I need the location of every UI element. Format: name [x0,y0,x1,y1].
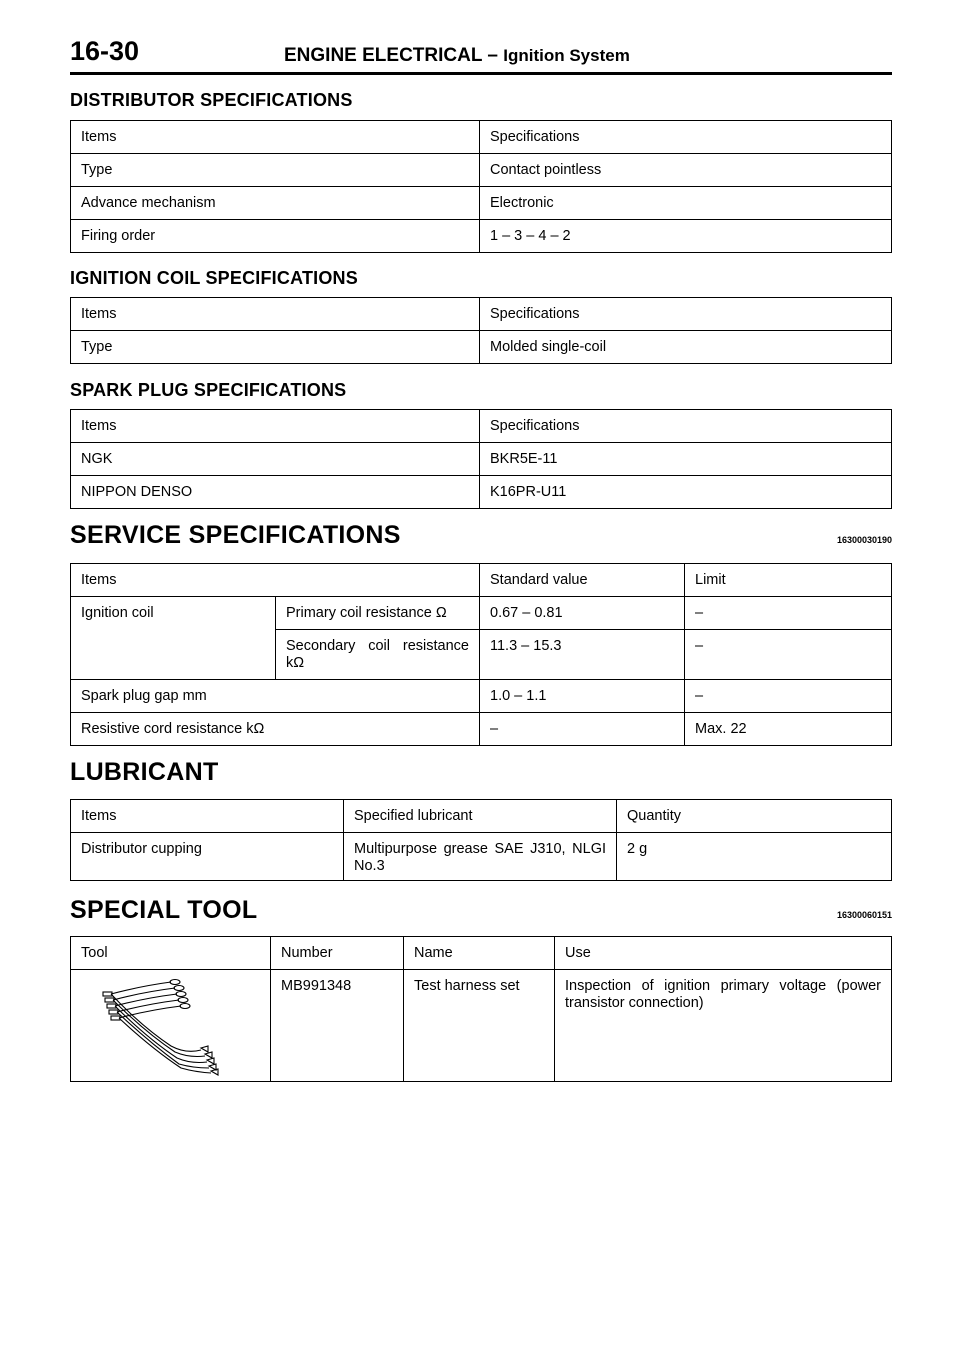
test-harness-illustration [101,976,221,1076]
table-row [71,331,892,364]
tool-use-cell: Inspection of ignition primary voltage (power transistor connection) [555,970,892,1082]
item-cell: Secondary coil resistance kΩ [276,630,480,680]
table-header-row [71,121,892,154]
table-header-row [71,937,892,970]
header-dash: – [487,45,498,66]
header-cell: Number [271,937,404,970]
item-cell: Advance mechanism [71,187,480,220]
limit-cell: – [685,630,892,680]
lubricant-cell: Multipurpose grease SAE J310, NLGI No.3 [344,833,617,881]
table-row [71,187,892,220]
spec-cell: BKR5E-11 [480,443,892,476]
limit-cell: Max. 22 [685,713,892,746]
table-row [71,154,892,187]
tool-number-cell: MB991348 [271,970,404,1082]
header-rule [70,72,892,75]
item-cell: Distributor cupping [71,833,344,881]
spec-cell: K16PR-U11 [480,476,892,509]
standard-cell: 11.3 – 15.3 [480,630,685,680]
table-row [71,713,892,746]
table-row [71,220,892,253]
spec-cell: Contact pointless [480,154,892,187]
header-cell: Standard value [480,564,685,597]
header-cell: Items [71,121,480,154]
header-cell: Specifications [480,121,892,154]
lubricant-heading: LUBRICANT [70,758,219,786]
special-tool-heading: SPECIAL TOOL [70,896,258,924]
standard-cell: 0.67 – 0.81 [480,597,685,630]
limit-cell: – [685,597,892,630]
spec-cell: Molded single-coil [480,331,892,364]
table-header-row [71,564,892,597]
item-cell: NGK [71,443,480,476]
tool-image-cell [71,970,271,1082]
lubricant-table [70,799,892,881]
item-cell: Spark plug gap mm [71,680,480,713]
page-header-title [284,45,630,67]
header-cell: Name [404,937,555,970]
service-spec-table [70,563,892,746]
table-header-row [71,800,892,833]
header-cell: Tool [71,937,271,970]
item-cell: Type [71,331,480,364]
header-cell: Specifications [480,298,892,331]
header-cell: Items [71,800,344,833]
limit-cell: – [685,680,892,713]
table-row [71,680,892,713]
header-cell: Specified lubricant [344,800,617,833]
page-number: 16-30 [70,36,140,66]
table-header-row [71,298,892,331]
header-cell: Items [71,564,480,597]
header-cell: Specifications [480,410,892,443]
spark-plug-spec-heading: SPARK PLUG SPECIFICATIONS [70,380,347,400]
item-cell: Type [71,154,480,187]
section-title: ENGINE ELECTRICAL [284,45,483,66]
header-cell: Items [71,298,480,331]
header-cell: Use [555,937,892,970]
table-row [71,970,892,1082]
ignition-coil-spec-table [70,297,892,364]
distributor-spec-table [70,120,892,253]
item-cell: Firing order [71,220,480,253]
distributor-spec-heading: DISTRIBUTOR SPECIFICATIONS [70,90,353,110]
spec-cell: Electronic [480,187,892,220]
standard-cell: 1.0 – 1.1 [480,680,685,713]
header-cell: Items [71,410,480,443]
ignition-coil-spec-heading: IGNITION COIL SPECIFICATIONS [70,268,358,288]
tool-name-cell: Test harness set [404,970,555,1082]
item-group-cell: Ignition coil [71,597,276,680]
spark-plug-spec-table [70,409,892,509]
table-row [71,833,892,881]
table-header-row [71,410,892,443]
subsection-title: Ignition System [503,46,630,65]
item-cell: Resistive cord resistance kΩ [71,713,480,746]
special-tool-code: 16300060151 [836,910,892,920]
table-row [71,597,892,630]
service-spec-code: 16300030190 [836,535,892,545]
table-row [71,476,892,509]
standard-cell: – [480,713,685,746]
service-spec-heading: SERVICE SPECIFICATIONS [70,521,401,549]
spec-cell: 1 – 3 – 4 – 2 [480,220,892,253]
header-cell: Quantity [617,800,892,833]
item-cell: Primary coil resistance Ω [276,597,480,630]
special-tool-table [70,936,892,1082]
item-cell: NIPPON DENSO [71,476,480,509]
table-row [71,443,892,476]
header-cell: Limit [685,564,892,597]
quantity-cell: 2 g [617,833,892,881]
